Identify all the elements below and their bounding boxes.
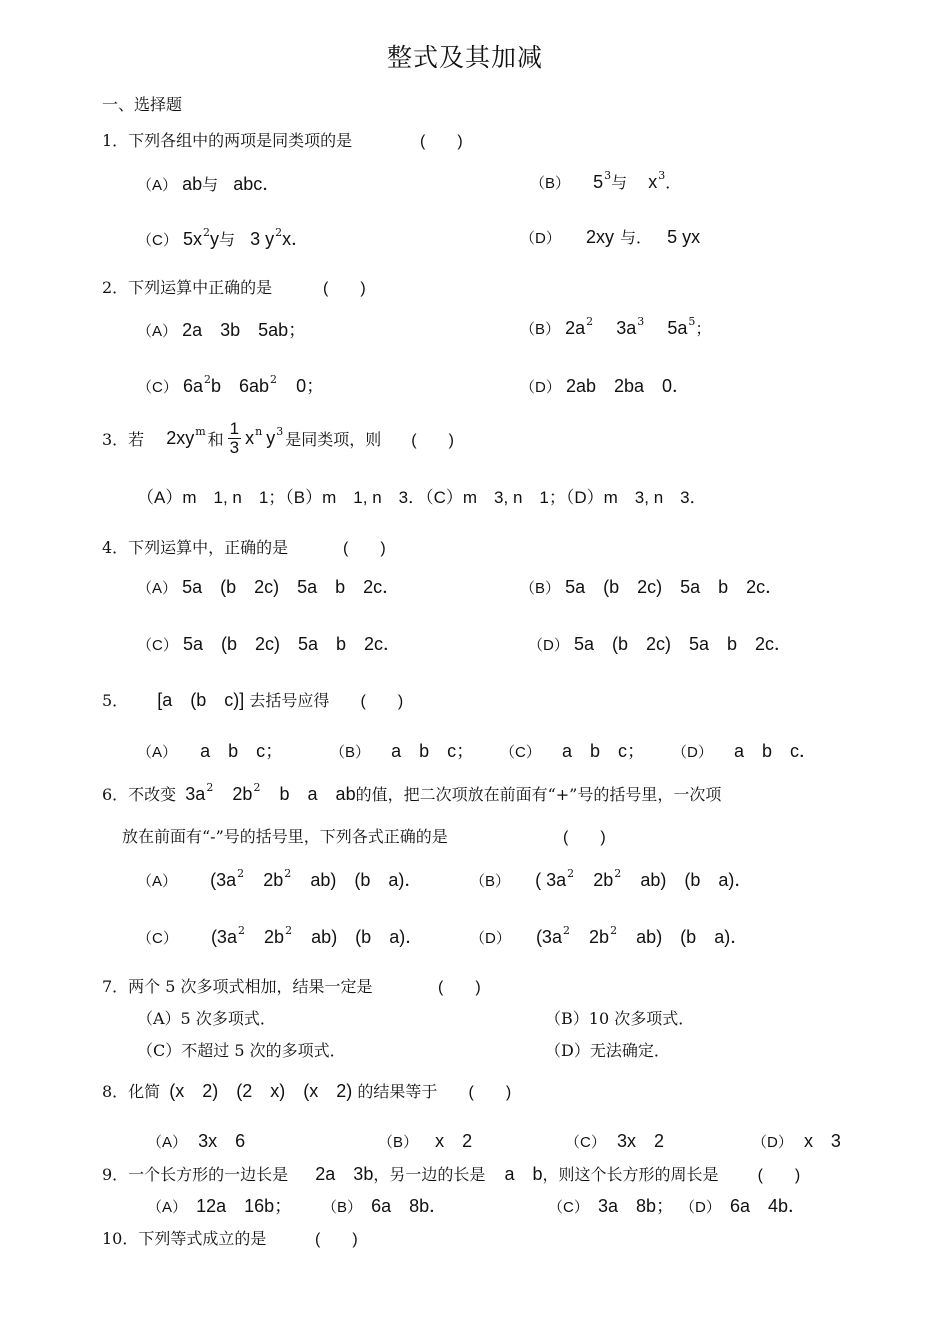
math-expr: b a ab	[279, 784, 356, 804]
q4-option-d	[528, 630, 792, 656]
math-expr: 6a 4b．	[729, 1196, 806, 1216]
math-expr: y	[209, 229, 219, 249]
q2-option-b	[520, 316, 711, 339]
math-expr: ab) (b a)．	[311, 927, 424, 947]
math-expr: 3a 8b；	[597, 1196, 674, 1216]
q10-answer-paren: ( )	[315, 1231, 358, 1248]
q7-answer-paren: ( )	[438, 979, 481, 996]
option-label: （C）	[500, 744, 541, 761]
math-expr: 2a 3b 5ab；	[182, 320, 307, 340]
math-expr: y	[266, 427, 276, 448]
section-heading: 一、选择题	[102, 95, 183, 114]
q10-stem: 10．下列等式成立的是	[102, 1229, 267, 1248]
punct: ；	[695, 319, 712, 338]
q1-stem	[102, 128, 352, 151]
q4-option-c	[137, 630, 401, 656]
q6-stem-line2: 放在前面有“-”号的括号里，下列各式正确的是	[122, 827, 448, 846]
q7-option-a: （A）5 次多项式．	[137, 1009, 276, 1028]
option-label: （A）	[137, 873, 178, 890]
q8-option-d	[752, 1127, 841, 1153]
connector: 与	[611, 173, 628, 192]
math-expr: abc．	[233, 174, 281, 194]
option-label: （B）	[530, 175, 571, 192]
q1-option-c	[137, 225, 309, 251]
option-label: （A）	[137, 323, 178, 340]
q8-answer-paren: ( )	[468, 1084, 512, 1101]
q1-answer-paren: ( )	[420, 133, 463, 150]
math-expr: ab) (b a)．	[640, 870, 753, 890]
q6-option-d	[470, 923, 748, 949]
q3-options: （A）m 1, n 1；（B）m 1, n 3．（C）m 3, n 1；（D）m 3, n 3．	[137, 488, 707, 507]
numerator: 1	[229, 418, 240, 438]
q6-answer-paren: ( )	[563, 829, 606, 846]
option-label: （B）	[520, 580, 561, 597]
math-expr: 0；	[296, 376, 325, 396]
option-label: （B）	[520, 321, 561, 338]
page-title: 整式及其加减	[386, 43, 543, 72]
math-expr: 2b	[263, 870, 284, 890]
exponent: 3	[658, 168, 666, 182]
q5-option-b	[330, 737, 474, 763]
q4-option-b	[520, 573, 783, 599]
option-label: （C）	[137, 637, 178, 654]
option-label: （C）	[137, 379, 178, 396]
q9-option-b	[322, 1192, 447, 1218]
connector: 和	[207, 429, 224, 449]
math-expr: 2b	[264, 927, 285, 947]
math-expr: a b c；	[200, 741, 284, 761]
q7-stem: 7．两个 5 次多项式相加，结果一定是	[102, 977, 373, 996]
option-label: （A）	[137, 744, 178, 761]
q7-option-d: （D）无法确定．	[545, 1041, 670, 1060]
q9-answer-paren: ( )	[757, 1167, 801, 1184]
option-label: （B）	[470, 873, 511, 890]
exponent: 2	[253, 780, 261, 794]
option-label: （A）	[147, 1134, 188, 1151]
math-expr: 6a	[182, 376, 203, 396]
math-expr: 2a 3b	[315, 1164, 374, 1184]
option-label: （C）	[548, 1199, 589, 1216]
q4-stem: 4．下列运算中，正确的是	[102, 538, 289, 557]
exponent: m	[195, 424, 206, 438]
q7-option-c: （C）不超过 5 次的多项式．	[137, 1041, 346, 1060]
fraction	[228, 420, 241, 457]
q6-stem-line1	[102, 780, 721, 806]
math-expr: 3 y	[250, 229, 275, 249]
option-label: （D）	[528, 637, 569, 654]
option-label: （C）	[137, 930, 178, 947]
math-expr: 5a (b 2c) 5a b 2c．	[182, 634, 402, 654]
option-label: （B）	[378, 1134, 419, 1151]
math-expr: 2xy	[166, 427, 195, 448]
option-label: （D）	[672, 744, 713, 761]
q8-option-c	[565, 1127, 664, 1153]
q5-option-d	[672, 737, 817, 763]
math-expr: a b	[504, 1164, 543, 1184]
math-expr: x 2	[435, 1131, 473, 1151]
q6-option-c	[137, 923, 423, 949]
q7-option-b: （B）10 次多项式．	[545, 1009, 695, 1028]
connector: 与．	[619, 228, 652, 247]
q3-stem	[102, 412, 454, 464]
exponent: 2	[237, 923, 245, 937]
q9-option-a	[147, 1192, 292, 1218]
option-label: （D）	[520, 230, 561, 247]
q2-option-c	[137, 372, 324, 398]
stem-text: 的值，把二次项放在前面有“+”号的括号里，一次项	[355, 785, 722, 804]
math-expr: a b c．	[733, 741, 817, 761]
option-label: （D）	[520, 379, 561, 396]
exponent: 2	[586, 314, 594, 328]
math-expr: 5a (b 2c) 5a b 2c．	[573, 634, 793, 654]
math-expr: (3a	[210, 870, 237, 890]
q5-answer-paren: ( )	[360, 693, 404, 710]
option-label: （C）	[137, 232, 178, 249]
stem-text: ，则这个长方形的周长是	[542, 1165, 719, 1184]
q5-stem	[102, 686, 403, 712]
math-expr: (x 2) (2 x) (x 2)	[169, 1081, 353, 1101]
q4-option-a	[137, 573, 400, 599]
stem-text: 的结果等于	[357, 1082, 438, 1101]
exponent: 2	[275, 225, 283, 239]
exponent: 3	[276, 424, 284, 438]
connector: 与	[218, 230, 235, 249]
exponent: 2	[610, 923, 618, 937]
q6-option-a	[137, 866, 422, 892]
q6-option-b	[470, 866, 752, 892]
math-expr: x	[245, 427, 255, 448]
stem-text: 6．不改变	[102, 785, 177, 804]
stem-text: 是同类项，则	[285, 429, 382, 449]
option-label: （A）	[137, 580, 178, 597]
q8-option-b	[378, 1127, 472, 1153]
q8-stem	[102, 1077, 511, 1103]
exponent: 2	[285, 923, 293, 937]
math-expr: ab	[182, 174, 203, 194]
q1-stem-text: 1．下列各组中的两项是同类项的是	[102, 131, 353, 150]
exponent: 2	[284, 866, 292, 880]
math-expr: ( 3a	[535, 870, 567, 890]
math-expr: 2a	[565, 318, 586, 338]
math-expr: (3a	[210, 927, 237, 947]
exponent: 2	[614, 866, 622, 880]
stem-text: 去括号应得	[249, 691, 330, 710]
math-expr: x	[648, 172, 658, 192]
stem-text: 8．化简	[102, 1082, 161, 1101]
q1-option-b	[530, 170, 681, 193]
connector: 与	[202, 175, 219, 194]
stem-text: 3．若	[102, 429, 145, 449]
exponent: 2	[237, 866, 245, 880]
exponent: n	[255, 424, 263, 438]
math-expr: 2b	[593, 870, 614, 890]
math-expr: x．	[282, 229, 310, 249]
option-label: （B）	[322, 1199, 363, 1216]
option-label: （B）	[330, 744, 371, 761]
exponent: 2	[567, 866, 575, 880]
exponent: 2	[270, 372, 278, 386]
q4-answer-paren: ( )	[343, 540, 386, 557]
math-expr: 2xy	[585, 227, 614, 247]
q9-option-d	[680, 1192, 806, 1218]
exponent: 2	[206, 780, 214, 794]
stem-text: ，另一边的长是	[373, 1165, 486, 1184]
math-expr: 3x 2	[616, 1131, 664, 1151]
q2-option-a	[137, 316, 306, 342]
q1-option-d	[520, 225, 700, 248]
math-expr: 2ab 2ba 0．	[565, 376, 691, 396]
option-label: （D）	[470, 930, 511, 947]
exponent: 3	[604, 168, 612, 182]
q9-stem	[102, 1160, 800, 1186]
exponent: 3	[637, 314, 645, 328]
math-expr: 6a 8b．	[371, 1196, 448, 1216]
q5-option-a	[137, 737, 283, 763]
q1-option-a	[137, 170, 280, 196]
denominator: 3	[229, 437, 240, 457]
math-expr: 12a 16b；	[196, 1196, 293, 1216]
math-expr: 2b	[589, 927, 610, 947]
option-label: （C）	[565, 1134, 606, 1151]
math-expr: 3x 6	[198, 1131, 246, 1151]
q9-option-c	[548, 1192, 674, 1218]
math-expr: [a (b c)]	[157, 690, 245, 710]
math-expr: 2b	[232, 784, 253, 804]
option-label: （A）	[137, 177, 178, 194]
math-expr: 5a (b 2c) 5a b 2c．	[565, 577, 784, 597]
exponent: 5	[688, 314, 696, 328]
option-label: （A）	[147, 1199, 188, 1216]
q8-option-a	[147, 1127, 245, 1153]
exponent: 2	[203, 372, 211, 386]
math-expr: a b c；	[561, 741, 645, 761]
math-expr: 3a	[185, 784, 206, 804]
math-expr: 5 yx	[667, 227, 701, 247]
math-expr: 5x	[182, 229, 202, 249]
math-expr: ab) (b a)．	[310, 870, 423, 890]
math-expr: (3a	[535, 927, 562, 947]
math-expr: 5	[593, 172, 604, 192]
math-expr: ab) (b a)．	[636, 927, 749, 947]
exponent: 2	[202, 225, 210, 239]
punct: ．	[665, 173, 682, 192]
math-expr: 3a	[616, 318, 637, 338]
math-expr: b 6ab	[210, 376, 270, 396]
math-expr: 5a	[667, 318, 688, 338]
option-label: （D）	[752, 1134, 793, 1151]
q2-stem: 2．下列运算中正确的是	[102, 278, 273, 297]
option-label: （D）	[680, 1199, 721, 1216]
math-expr: x 3	[803, 1131, 841, 1151]
q5-option-c	[500, 737, 645, 763]
q2-answer-paren: ( )	[323, 280, 366, 297]
stem-text: 9．一个长方形的一边长是	[102, 1165, 289, 1184]
math-expr: 5a (b 2c) 5a b 2c．	[182, 577, 401, 597]
math-expr: a b c；	[391, 741, 475, 761]
exponent: 2	[562, 923, 570, 937]
q3-answer-paren: ( )	[411, 431, 454, 449]
question-number: 5．	[102, 691, 129, 710]
q2-option-d	[520, 372, 690, 398]
